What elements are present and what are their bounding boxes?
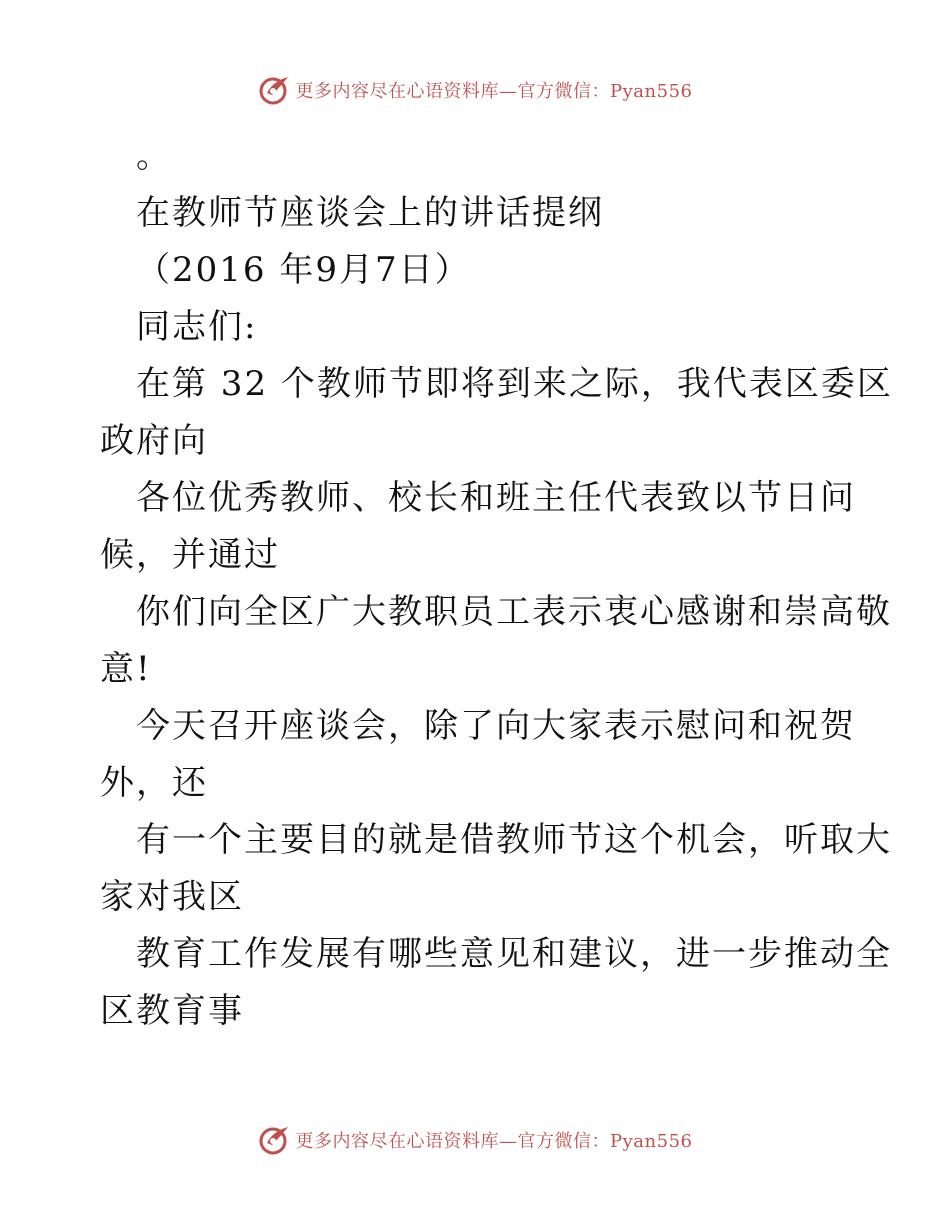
document-body bbox=[100, 128, 893, 1040]
text-line: 教育工作发展有哪些意见和建议，进一步推动全 bbox=[136, 934, 892, 974]
text-line: 各位优秀教师、校长和班主任代表致以节日问 bbox=[136, 478, 856, 518]
document-title: 在教师节座谈会上的讲话提纲 bbox=[136, 193, 604, 233]
text-line: 你们向全区广大教职员工表示衷心感谢和崇高敬 bbox=[136, 592, 892, 632]
text-line: 有一个主要目的就是借教师节这个机会，听取大 bbox=[136, 820, 892, 860]
text-line: 在第 32 个教师节即将到来之际，我代表区委区 bbox=[136, 364, 893, 404]
document-date: （2016 年9月7日） bbox=[136, 250, 471, 290]
text-line: 意! bbox=[100, 649, 152, 689]
text-line: 外，还 bbox=[100, 763, 208, 803]
pen-logo-icon bbox=[258, 1123, 292, 1157]
text-line: 区教育事 bbox=[100, 991, 244, 1031]
header-watermark bbox=[0, 70, 950, 110]
text-line: 家对我区 bbox=[100, 877, 244, 917]
watermark-text: 更多内容尽在心语资料库—官方微信：Pyan556 bbox=[295, 1131, 693, 1152]
watermark-text: 更多内容尽在心语资料库—官方微信：Pyan556 bbox=[295, 81, 693, 102]
salutation: 同志们: bbox=[136, 307, 258, 347]
footer-watermark bbox=[0, 1120, 950, 1160]
text-line: 。 bbox=[136, 136, 172, 176]
pen-logo-icon bbox=[258, 73, 292, 107]
text-line: 今天召开座谈会，除了向大家表示慰问和祝贺 bbox=[136, 706, 856, 746]
text-line: 候，并通过 bbox=[100, 535, 280, 575]
text-line: 政府向 bbox=[100, 421, 208, 461]
